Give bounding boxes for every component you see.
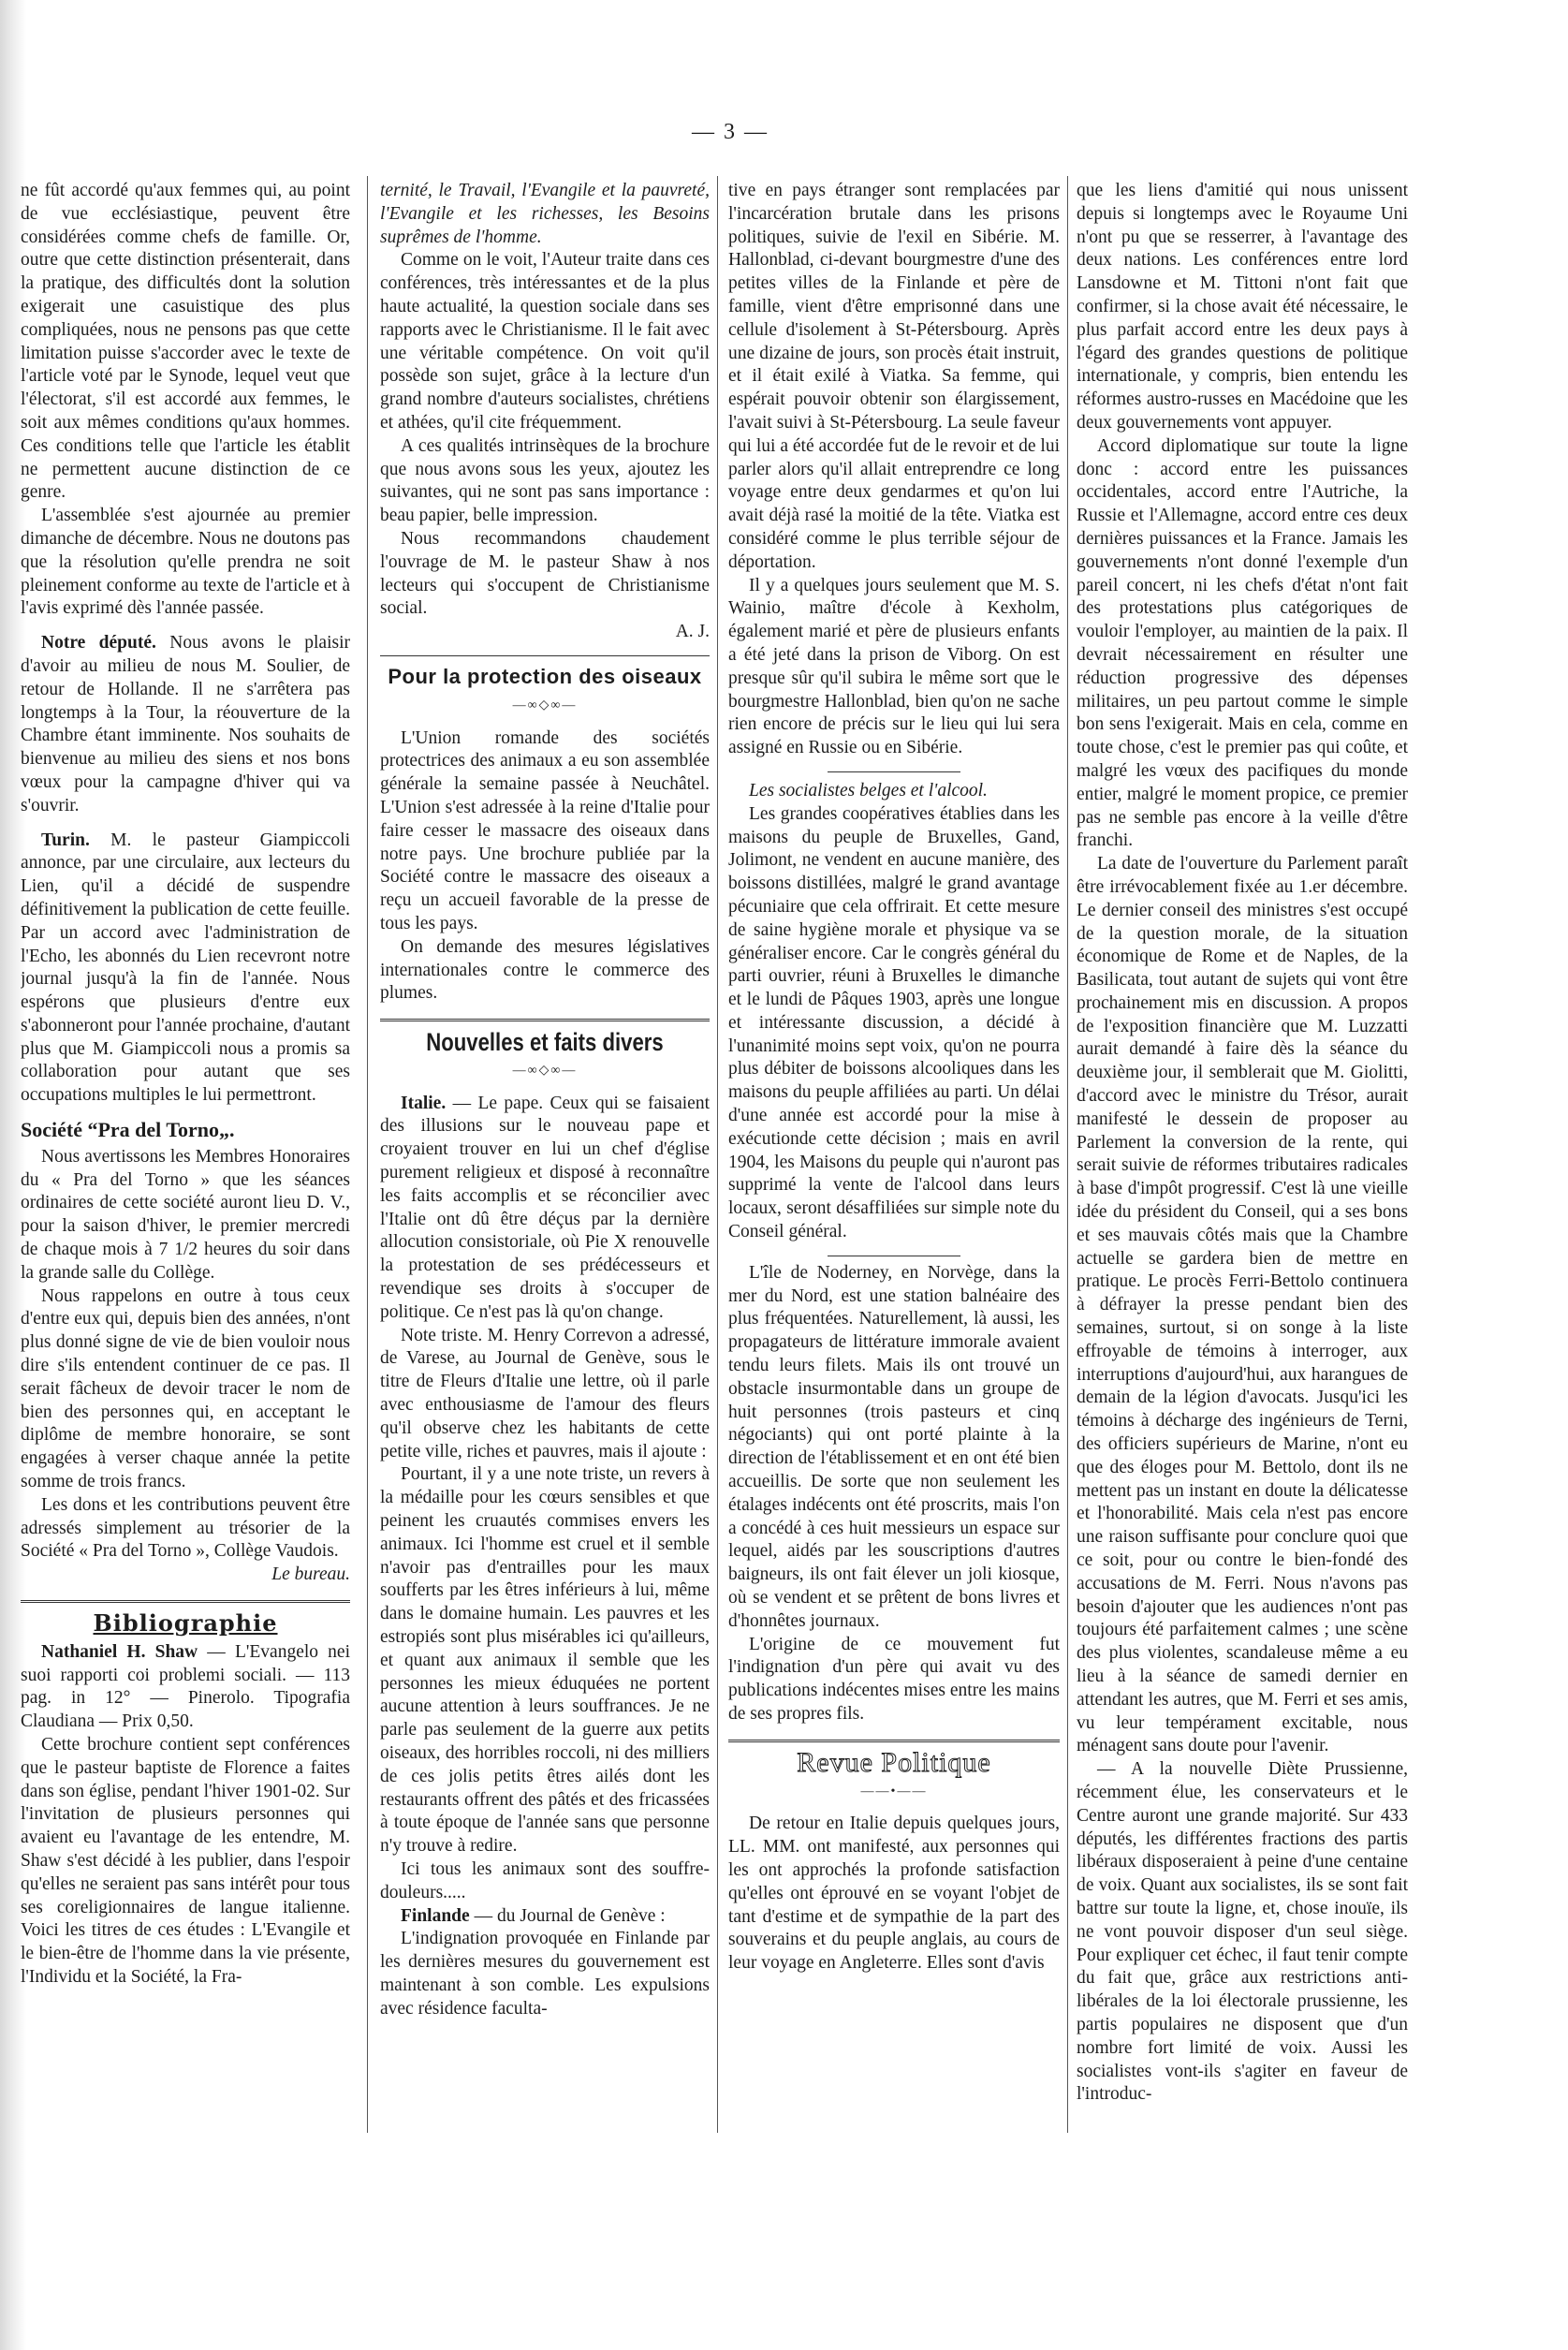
column-2 [380,180,710,2165]
paragraph: A ces qualités intrinsèques de la brochure que nous avons sous les yeux, ajoutez les suivantes, qui ne sont pas sans importance : beau papier, belle impression. [380,435,710,526]
run-in-title: Italie. [401,1093,447,1113]
paragraph: L'Union romande des sociétés protectrices des animaux a eu son assemblée générale la semaine passée à Neuchâtel. L'Union s'est adressée à la reine d'Italie pour faire cesser le massacre des oiseaux dans notre pays. Une brochure publiée par la Société contre le massacre des oiseaux a reçu un accueil favorable de la presse de tous les pays. [380,727,710,933]
paragraph: Les dons et les contributions peuvent être adressés simplement au trésorier de la Société « Pra del Torno », Collège Vaudois. [21,1494,350,1562]
paragraph: Il y a quelques jours seulement que M. S. Wainio, maître d'école à Kexholm, également marié et père de plusieurs enfants a été jeté dans la prison de Viborg. On est presque sûr qu'il subira le même sort que le bourgmestre Hallonblad, bien qu'on ne sache rien encore de précis sur le lieu qui lui sera assigné en Russie ou en Sibérie. [728,575,1060,758]
column-1 [21,180,350,2165]
paragraph: Les grandes coopératives établies dans les maisons du peuple de Bruxelles, Gand, Jolimont, ne vendent en aucune manière, des boissons distillées, malgré le grand avantage pécuniaire que cela offrirait. Et cette mesure de saine hygiène morale et physique va se généraliser encore. Car le congrès général du parti ouvrier, réuni à Bruxelles le dimanche et le lundi de Pâques 1903, après une longue et intéressante discussion, a décidé à l'unanimité moins sept voix, qu'on ne pourra plus débiter de boissons alcooliques dans les maisons du peuple affiliées au parti. Un délai d'une année est accordé pour la mise à exécutionde cette décision ; mais en avril 1904, les Maisons du peuple qui n'auront pas supprimé la vente de l'alcool dans leurs locaux, seront désaffiliées sur simple note du Conseil général. [728,803,1060,1242]
section-divider [21,1600,350,1603]
news-item-depute: Notre député. Nous avons le plaisir d'avoir au milieu de nous M. Soulier, de retour de Hollande. Il ne s'arrêtera pas longtemps à la Tour, la réouverture de la Chambre étant imminente. Nos souhaits de bienvenue au milieu des siens et nos bons vœux pour la campagne d'hiver qui va s'ouvrir. [21,633,350,815]
ornament: ——•—— [860,1784,928,1799]
biblio-entry: Nathaniel H. Shaw — L'Evangelo nei suoi rapporti coi problemi sociali. — 113 pag. in 12° — Pinerolo. Tipografia Claudiana — Prix 0,50. [21,1641,350,1732]
news-item-italie: Italie. — Le pape. Ceux qui se faisaient des illusions sur le nouveau pape et croyaient trouver en lui un chef d'église purement religieux et disposé à reconnaître les faits accomplis et se réconcilier avec l'Italie ont dû être déçus par la dernière allocution consistoriale, où Pie X renouvelle la protestation de ses prédécesseurs et revendique ses droits à s'occuper de politique. Ce n'est pas là qu'on change. [380,1093,710,1322]
subheading-belges: Les socialistes belges et l'alcool. [749,780,988,800]
news-item-turin: Turin. M. le pasteur Giampiccoli annonce, par une circulaire, aux lecteurs du Lien, qu'il a décidé de suspendre définitivement la publication de cette feuille. Par un accord avec l'administration de l'Echo, les abonnés du Lien recevront notre journal jusqu'à la fin de l'année. Nous espérons que plusieurs d'entre eux s'abonneront pour l'année prochaine, d'autant plus que M. Giampiccoli nous a promis sa collaboration pour autant que ses occupations multiples le lui permettront. [21,830,350,1106]
ornament: —∞◇∞— [512,698,578,712]
paragraph: Comme on le voit, l'Auteur traite dans ces conférences, très intéressantes et de la plus haute actualité, la question sociale dans ses rapports avec le Christianisme. Il le fait avec une véritable compétence. On voit qu'il possède son sujet, grâce à la lecture d'un grand nombre d'auteurs socialistes, chrétiens et athées, qu'il cite fréquemment. [380,250,710,433]
run-in-title: Nathaniel H. Shaw [41,1641,198,1662]
paragraph: Nous avertissons les Membres Honoraires du « Pra del Torno » que les séances ordinaires de cette société auront lieu D. V., pour la saison d'hiver, le premier mercredi de chaque mois à 7 1/2 heures du soir dans la grande salle du Collège. [21,1146,350,1283]
paragraph: tive en pays étranger sont remplacées par l'incarcération brutale dans les prisons politiques, suivie de l'exil en Sibérie. M. Hallonblad, ci-devant bourgmestre d'une des petites villes de la Finlande et père de famille, vient d'être emprisonné dans une cellule d'isolement à St-Pétersbourg. Après une dizaine de jours, son procès était instruit, et il était exilé à Viatka. Sa femme, qui espérait pouvoir obtenir son élargissement, l'avait suivi à St-Pétersbourg. La seule faveur qui lui a été accordée fut de le revoir et de lui parler alors qu'il allait entreprendre ce long voyage entre deux gendarmes et qu'on lui avait déjà rasé la moitié de la tête. Viatka est considéré comme le plus terrible séjour de déportation. [728,181,1060,572]
ornament: —∞◇∞— [512,1063,578,1078]
paragraph: Ici tous les animaux sont des souffre-douleurs..... [380,1858,710,1902]
column-3 [728,180,1060,2165]
paragraph: La date de l'ouverture du Parlement paraît être irrévocablement fixée au 1.er décembre. Le dernier conseil des ministres s'est occupé de la question morale, de la situation économique de Rome et de Naples, de la Basilicata, tout autant de sujets qui vont être prochainement mis en discussion. A propos de l'exposition financière que M. Luzzatti aurait demandé à faire dès la séance du deuxième jour, il semblerait que M. Giolitti, d'accord avec le ministre du Trésor, aurait manifesté le dessein de proposer au Parlement la conversion de la rente, qui serait suivie de réformes tributaires radicales à base d'impôt progressif. C'est là une vieille idée du président du Conseil, qui a ses bons et ses mauvais côtés mais que la Chambre actuelle se gardera bien de mettre en pratique. Le procès Ferri-Bettolo continuera à défrayer la presse pendant bien des semaines, surtout, si on songe à la liste effroyable de témoins à interroger, aux interruptions d'aujourd'hui, aux harangues de demain de la légion d'avocats. Jusqu'ici les témoins à décharge des ingénieurs de Terni, des officiers supérieurs de Marine, n'ont eu que des éloges pour M. Bettolo, dont ils ne mettent pas un instant en doute la délicatesse et l'honorabilité. Mais cela n'est pas encore une raison suffisante pour conclure quoi que ce soit, pour ou contre le bien-fondé des accusations de M. Ferri. Nous n'avons pas besoin d'ajouter que les audiences n'ont pas toujours été parfaitement calmes ; une scène des plus violentes, scandaleuse même a eu lieu à la séance de samedi dernier en attendant les autres, que M. Ferri et ses amis, vu leur tempérament excitable, nous ménagent sans doute pour l'avenir. [1077,854,1408,1756]
paragraph: L'assemblée s'est ajournée au premier dimanche de décembre. Nous ne doutons pas que la résolution qu'elle prendra ne soit pleinement conforme au texte de l'article et à l'avis exprimé dès l'année passée. [21,506,350,619]
section-divider [380,1019,710,1021]
paragraph: L'île de Noderney, en Norvège, dans la mer du Nord, est une station balnéaire des plus fréquentées. Naturellement, là aussi, les propagateurs de littérature immorale avaient tendu leurs filets. Mais ils ont trouvé un obstacle insurmontable dans un groupe de huit personnes (trois pasteurs et cinq négociants) qui ont porté plainte à la direction de l'établissement et en ont été bien accueillis. De sorte que non seulement les étalages indécents ont été proscrits, mais l'on a concédé à ces huit messieurs un espace sur lequel, aidés par les souscriptions d'autres baigneurs, ils ont fait élever un joli kiosque, où se vendent et se prêtent de bons livres et d'honnêtes journaux. [728,1262,1060,1631]
paragraph: Cette brochure contient sept conférences que le pasteur baptiste de Florence a faites dans son église, pendant l'hiver 1901-02. Sur l'invitation de plusieurs personnes qui avaient eu l'avantage de les entendre, M. Shaw s'est décidé à les publier, dans l'espoir qu'elles ne seraient pas sans intérêt pour tous ses coreligionnaires de langue italienne. Voici les titres de ces études : L'Evangile et le bien-être de l'homme dans la vie présente, l'Individu et la Société, la Fra- [21,1735,350,1987]
paragraph: L'indignation provoquée en Finlande par les dernières mesures du gouvernement est maintenant à son comble. Les expulsions avec résidence faculta- [380,1929,710,2019]
section-divider [728,1740,1060,1742]
paragraph: — A la nouvelle Diète Prussienne, récemment élue, les conservateurs et le Centre auront une grande majorité. Sur 433 députés, les différentes fractions des partis libéraux disposeraient à peine d'une centaine de voix. Quant aux socialistes, ils se sont fait battre sur toute la ligne, et, chose inouïe, ils ne vont pouvoir disposer d'un seul siège. Pour expliquer cet échec, il faut tenir compte du fait que, grâce aux restrictions anti-libérales de la loi électorale prussienne, les partis populaires ne disposent que d'un nombre fort limité de voix. Aussi les socialistes vont-ils s'agiter en faveur de l'introduc- [1077,1759,1408,2105]
section-heading-bibliographie: Bibliographie [93,1609,278,1638]
paragraph: De retour en Italie depuis quelques jours, LL. MM. ont manifesté, aux personnes qui les ont approchés la profonde satisfaction qu'elles ont éprouvé en se voyant l'objet de tant d'estime et de sympathie de la part des souverains et du peuple anglais, au cours de leur voyage en Angleterre. Elles sont d'avis [728,1814,1060,1974]
paragraph: ne fût accordé qu'aux femmes qui, au point de vue ecclésiastique, peuvent être considérées comme chefs de famille. Or, outre que cette distinction présenterait, dans la pratique, des difficultés dont la solution exigerait une casuistique des plus compliquées, nous ne pensons pas que cette limitation puisse s'accorder avec le texte de l'article voté par le Synode, lequel veut que l'électorat, s'il est accordé aux femmes, le soit aux mêmes conditions qu'aux hommes. Ces conditions telle que l'article les établit ne permettent aucune distinction de ce genre. [21,181,350,503]
section-heading-nouvelles: Nouvelles et faits divers [426,1028,664,1057]
run-in-title: Finlande [401,1905,470,1926]
paragraph: ternité, le Travail, l'Evangile et la pauvreté, l'Evangile et les richesses, les Besoins suprêmes de l'homme. [380,181,710,247]
paragraph: On demande des mesures législatives internationales contre le commerce des plumes. [380,936,710,1004]
paragraph: que les liens d'amitié qui nous unissent depuis si longtemps avec le Royaume Uni n'ont pu que se resserrer, à l'avantage des deux nations. Les conférences entre lord Lansdowne et M. Tittoni n'ont fait que confirmer, si la chose avait été nécessaire, le plus parfait accord entre les deux pays à l'égard des grandes questions de politique internationale, y compris, bien entendu les réformes austro-russes en Macédoine que les deux gouvernements vont appuyer. [1077,181,1408,433]
divider [828,771,960,772]
paragraph: Accord diplomatique sur toute la ligne donc : accord entre les puissances occidentales, accord entre l'Autriche, la Russie et l'Allemagne, accord entre ces deux dernières puissances et la France. Jamais les gouvernements n'ont donné l'exemple d'un pareil concert, ni les chefs d'état n'ont fait des protestations plus catégoriques de vouloir l'employer, au maintien de la paix. Il devrait nécessairement en résulter une réduction progressive des dépenses militaires, un peu partout comme le simple bon sens l'exigerait. Mais en cela, comme en toute chose, c'est le premier pas qui coûte, et malgré les vœux des pacifiques du monde entier, malgré le moment propice, ce premier pas ne semble pas encore à la veille d'être franchi. [1077,435,1408,851]
column-rule [367,176,368,2133]
paragraph: L'origine de ce mouvement fut l'indignation d'un père qui avait vu des publications indécentes mises entre les mains de ses propres fils. [728,1634,1060,1724]
page-number: — 3 — [692,120,769,144]
news-item-finlande: Finlande — du Journal de Genève : [401,1905,666,1926]
column-rule [1067,176,1068,2133]
column-4 [1077,180,1408,2165]
section-heading-societe: Société “Pra del Torno„. [21,1118,235,1142]
signature: Le bureau. [271,1564,350,1585]
signature: A. J. [675,622,710,642]
section-heading-oiseaux: Pour la protection des oiseaux [388,664,702,688]
paragraph: Nous rappelons en outre à tous ceux d'entre eux qui, depuis bien des années, n'ont plus donné signe de vie de bien vouloir nous dire s'ils entendent continuer de ce pas. Il serait fâcheux de devoir tracer le nom de bien des personnes qui, en acceptant le diplôme de membre honoraire, se sont engagées à verser chaque année la petite somme de trois francs. [21,1285,350,1492]
paragraph: Note triste. M. Henry Correvon a adressé, de Varese, au Journal de Genève, sous le titre de Fleurs d'Italie une lettre, où il parle avec enthousiasme de l'amour des fleurs qu'il observe chez les habitants de cette petite ville, riches et pauvres, mais il ajoute : [380,1325,710,1461]
run-in-title: Notre député. [41,633,156,654]
paragraph: Nous recommandons chaudement l'ouvrage de M. le pasteur Shaw à nos lecteurs qui s'occupent de Christianisme social. [380,528,710,619]
paragraph: Pourtant, il y a une note triste, un revers à la médaille pour les cœurs sensibles et que peinent les cruautés commises envers les animaux. Ici l'homme est cruel et il semble n'avoir pas d'entrailles pour les maux soufferts par les êtres inférieurs à lui, même dans le domaine humain. Les pauvres et les estropiés sont plus misérables ici qu'ailleurs, et quant aux animaux il semble que les personnes les mieux éduquées ne portent aucune attention à leurs souffrances. Je ne parle pas seulement de la guerre aux petits oiseaux, des horribles roccoli, ni des milliers de ces jolis petits êtres ailés dont les restaurants offrent des pâtés et des fricassées à toute époque de l'année sans que personne n'y trouve à redire. [380,1464,710,1857]
section-divider [380,655,710,656]
column-rule [717,176,718,2133]
run-in-title: Turin. [41,830,90,850]
section-heading-revue: Revue Politique [797,1746,991,1778]
